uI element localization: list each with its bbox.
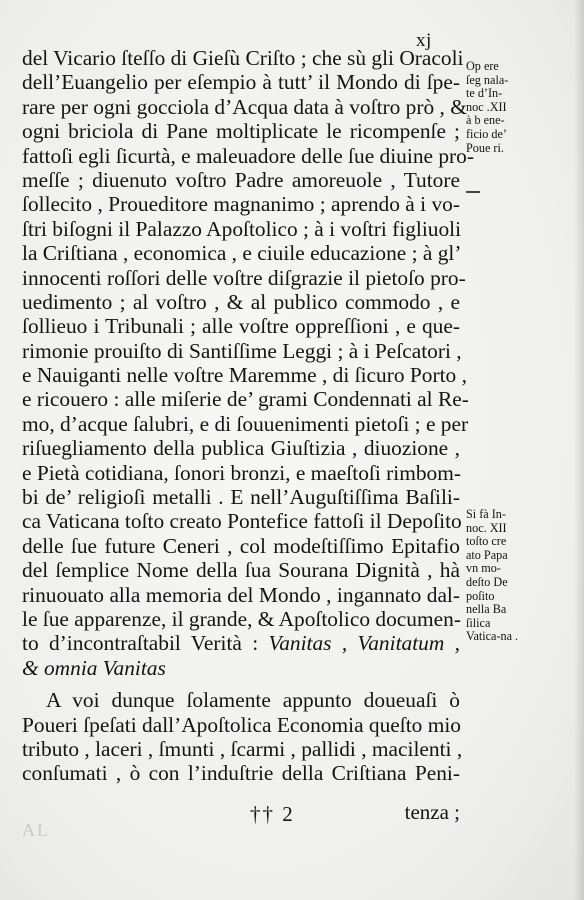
- text-line: dell’Euangelio per eſempio à tutt’ il Mondo di ſpe-: [22, 70, 460, 95]
- marginal-line: toſto cre: [466, 534, 507, 549]
- catchword: tenza ;: [404, 800, 460, 824]
- text-line: la Criſtiana , economica , e ciuile educazione ; à gl’: [22, 241, 462, 266]
- text-line: uedimento ; al voſtro , & al publico commodo , e: [22, 289, 460, 314]
- ink-mark: [466, 191, 480, 193]
- text-line: mo, d’acque ſalubri, e di ſouuenimenti pietoſi ; e per: [22, 411, 469, 436]
- bleed-through-mark: AL: [22, 820, 50, 840]
- marginal-line: Si fà In-: [466, 507, 506, 521]
- text-line: riſuegliamento della publica Giuſtizia , diuozione ,: [22, 436, 460, 461]
- marginal-line: Poue ri.: [466, 140, 504, 155]
- text-line: ſollecito , Proueditore magnanimo ; aprendo à i vo-: [22, 192, 460, 217]
- marginal-line: Vatica-na .: [466, 629, 519, 644]
- text-line: del Vicario ſteſſo di Gieſù Criſto ; che sù gli Oracoli: [22, 46, 464, 70]
- main-text-block: [22, 46, 474, 786]
- marginal-line: ato Papa: [466, 547, 508, 562]
- italic-text-line: & omnia Vanitas: [22, 655, 166, 680]
- text-line: tributo , laceri , ſmunti , ſcarmi , pallidi , macilenti ,: [22, 736, 463, 761]
- text-line: e ricouero : alle miſerie de’ grami Condennati al Re-: [22, 387, 469, 412]
- paragraph-gap: [22, 680, 460, 688]
- text-line-mixed: [22, 631, 460, 655]
- page-number: xj: [416, 30, 432, 51]
- marginal-line: ficio de’: [466, 126, 507, 141]
- marginal-line: Op ere: [466, 59, 499, 73]
- marginal-line: nella Ba: [466, 602, 507, 617]
- marginal-note: [466, 508, 536, 644]
- text-line: rimonie prouiſto di Santiſſime Leggi ; à i Peſcatori ,: [22, 338, 462, 363]
- marginal-line: ſeg nala-: [466, 72, 509, 87]
- text-line: del ſemplice Nome della ſua Sourana Dignità , hà: [22, 558, 460, 583]
- text-line: conſumati , ò con l’induſtrie della Criſtiana Peni-: [22, 761, 460, 786]
- signature-mark: †† 2: [250, 802, 295, 826]
- text-line: ſtri biſogni il Palazzo Apoſtolico ; à i voſtri figliuoli: [22, 216, 462, 241]
- marginal-line: te d’In-: [466, 86, 503, 101]
- text-line: ogni briciola di Pane moltiplicate le ricompenſe ;: [22, 119, 460, 144]
- marginal-line: noc .XII: [466, 99, 507, 114]
- text-line: fattoſi egli ſicurtà, e maleuadore delle ſue diuine pro-: [22, 143, 474, 168]
- text-line: rinuouato alla memoria del Mondo , ingannato dal-: [22, 582, 460, 607]
- marginal-line: deſto De: [466, 574, 508, 589]
- marginal-line: vn mo-: [466, 561, 501, 576]
- marginal-line: poſito: [466, 588, 495, 603]
- marginal-note: [466, 60, 536, 155]
- text-line: ſollieuo i Tribunali ; alle voſtre oppreſſioni , e que-: [22, 314, 460, 339]
- text-line: bi de’ religioſi metalli . E nell’Auguſtiſſima Baſili-: [22, 485, 460, 510]
- text-line: Poueri ſpeſati dall’Apoſtolica Economia queſto mio: [22, 712, 461, 737]
- marginal-line: noc. XII: [466, 520, 507, 535]
- text-line: e Nauiganti nelle voſtre Maremme , di ſicuro Porto ,: [22, 363, 467, 388]
- italic-text-run: Vanitas , Vanitatum ,: [268, 631, 460, 656]
- text-line: le ſue apparenze, il grande, & Apoſtolico documen-: [22, 606, 461, 631]
- text-run: to d’incontraſtabil Verità :: [22, 631, 269, 656]
- marginal-line: ſilica: [466, 615, 491, 630]
- text-line: e Pietà cotidiana, ſonori bronzi, e maeſtoſi rimbom-: [22, 460, 461, 485]
- text-line: innocenti roſſori delle voſtre diſgrazie il pietoſo pro-: [22, 265, 466, 290]
- page-edge-shadow: [574, 0, 584, 900]
- page-footer: [22, 800, 460, 826]
- text-line: delle ſue future Ceneri , col modeſtiſſimo Epitafio: [22, 533, 460, 558]
- marginal-line: à b ene-: [466, 113, 505, 128]
- text-line: meſſe ; diuenuto voſtro Padre amoreuole , Tutore: [22, 167, 460, 192]
- text-line: ca Vaticana toſto creato Pontefice fattoſi il Depoſito: [22, 509, 462, 534]
- text-line: A voi dunque ſolamente appunto doueuaſi ò: [46, 688, 460, 713]
- text-line: rare per ogni gocciola d’Acqua data à voſtro prò , &: [22, 94, 467, 119]
